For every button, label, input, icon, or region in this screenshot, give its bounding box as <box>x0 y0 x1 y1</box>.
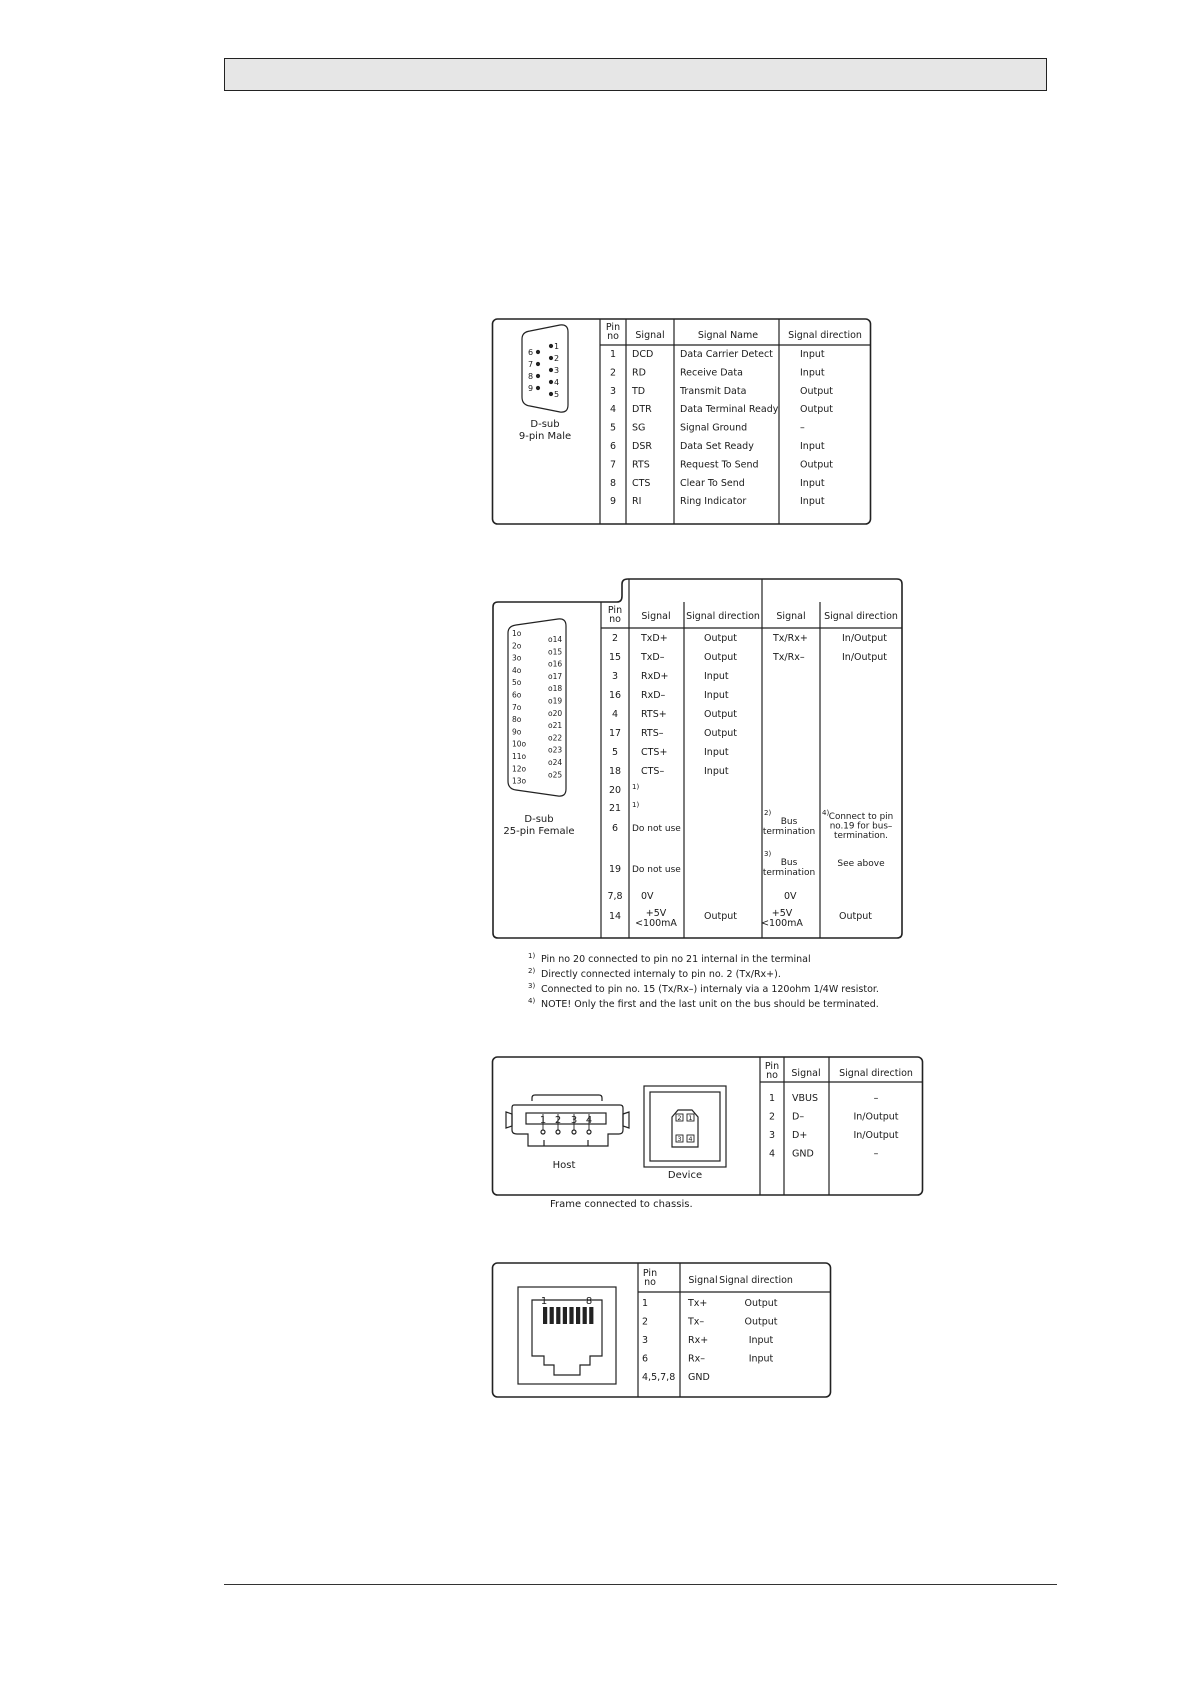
rj45-contact <box>556 1307 560 1324</box>
dsub25-label-pins: 25-pin Female <box>503 826 575 837</box>
ethernet-header-signal: Signal <box>688 1275 718 1286</box>
rs422-direction-cell: Output <box>704 633 737 644</box>
dsub25-pin-left: 7o <box>512 702 522 712</box>
rs232-header-direction: Signal direction <box>788 330 862 341</box>
ethernet-direction-cell: Output <box>744 1298 778 1309</box>
rs422-footnote-text: Directly connected internaly to pin no. 2 (Tx/Rx+). <box>541 969 781 980</box>
rs422-signal-cell: RxD– <box>641 690 666 701</box>
rs422-pin-cell: 15 <box>608 652 622 663</box>
rs422-signal-cell: 0V <box>641 891 654 902</box>
rs422-signal-cell: Do not use <box>632 865 681 875</box>
rs422-footnote-text: NOTE! Only the first and the last unit on the bus should be terminated. <box>541 999 879 1010</box>
rs422-direction-cell: Output <box>704 728 737 739</box>
rs232-signal-cell: DSR <box>632 441 652 452</box>
usb-header-direction: Signal direction <box>839 1068 913 1079</box>
rs232-pin-cell: 4 <box>609 404 617 416</box>
rs422-pin-cell: 5 <box>611 747 619 758</box>
dsub25-pin-left: 13o <box>512 776 527 786</box>
dsub25-pin-left: 5o <box>512 678 522 688</box>
rs232-direction-cell: Input <box>800 477 825 489</box>
rs232-signal-cell: CTS <box>632 477 651 489</box>
rs232-direction-cell: Input <box>800 367 825 379</box>
rs232-pin-cell: 6 <box>609 441 617 452</box>
rs422-direction-cell: In/Output <box>842 652 888 663</box>
rj45-contact <box>550 1307 554 1324</box>
usb-direction-cell: In/Output <box>853 1111 899 1123</box>
rj45-contact <box>543 1307 547 1324</box>
rs232-name-cell: Data Set Ready <box>680 441 754 452</box>
dsub25-pin-right: o14 <box>548 635 563 644</box>
dsub9-pin-2: 2 <box>554 354 560 363</box>
ethernet-direction-cell: Input <box>748 1353 774 1365</box>
dsub25-pin-left: 6o <box>512 690 522 700</box>
usb-note: Frame connected to chassis. <box>550 1199 693 1210</box>
dsub9-pin-8: 8 <box>528 372 534 381</box>
rs232-direction-cell: Input <box>800 441 825 452</box>
rs232-header-signal-name: Signal Name <box>697 330 759 341</box>
dsub9-pin-4: 4 <box>554 378 560 387</box>
usb-signal-cell: D+ <box>792 1130 808 1141</box>
dsub9-pin-3: 3 <box>554 366 560 375</box>
rs232-direction-cell: Input <box>800 349 825 360</box>
rs232-pin-cell: 8 <box>609 477 617 489</box>
dsub25-pin-right: o16 <box>548 659 563 669</box>
usb-device-pin-4: 4 <box>688 1135 693 1143</box>
rs232-direction-cell: Output <box>800 404 833 416</box>
rs422-direction-cell: Input <box>704 747 729 758</box>
rs232-pin-cell: 3 <box>609 385 617 397</box>
rj45-pin-1: 1 <box>540 1296 548 1307</box>
rs422-pin-cell: 3 <box>611 671 619 682</box>
footer-rule <box>224 1584 1057 1585</box>
rs422-signal-cell: +5V <100mA <box>635 908 677 929</box>
rs422-direction-cell: See above <box>837 859 885 869</box>
rs422-figure <box>492 578 904 940</box>
rs232-figure <box>492 318 872 528</box>
rs422-signal-cell: RTS– <box>641 728 664 739</box>
ethernet-figure <box>492 1262 832 1400</box>
rs422-direction-cell: Output <box>704 652 737 663</box>
rs422-footnote-mark: 3) <box>764 850 772 858</box>
rs422-footnote-text: Connected to pin no. 15 (Tx/Rx–) internaly via a 120ohm 1/4W resistor. <box>541 984 879 995</box>
rs232-signal-cell: DTR <box>632 404 652 416</box>
rs422-direction-cell: Input <box>704 690 729 701</box>
rs422-signal-cell: Bus termination <box>762 817 816 837</box>
ethernet-pin-cell: 1 <box>642 1298 649 1309</box>
rs422-header-direction-1: Signal direction <box>686 611 760 622</box>
rs422-pin-cell: 4 <box>611 709 619 720</box>
dsub25-pin-right: o21 <box>548 721 563 731</box>
rs422-footnotes <box>528 950 928 1012</box>
usb-signal-cell: VBUS <box>792 1093 818 1104</box>
rs422-signal-cell: CTS– <box>641 766 665 777</box>
rs232-pin-cell: 7 <box>609 459 617 471</box>
dsub25-pin-right: o17 <box>548 671 563 681</box>
ethernet-header-pin: Pin no <box>642 1268 658 1288</box>
rs232-signal-cell: SG <box>632 422 646 434</box>
dsub25-pin-left: 11o <box>512 752 527 761</box>
ethernet-direction-cell: Input <box>748 1335 774 1346</box>
rs422-header-signal-1: Signal <box>641 611 671 622</box>
rj45-contact <box>563 1307 567 1324</box>
ethernet-signal-cell: Rx– <box>688 1353 705 1365</box>
rs422-footnote-mark: 2) <box>764 809 772 817</box>
rs422-footnote-mark: 1) <box>528 952 536 960</box>
dsub25-pin-left: 2o <box>512 641 522 651</box>
dsub25-pin-right: o25 <box>548 770 563 780</box>
rs422-footnote-mark: 4) <box>528 997 536 1005</box>
rs422-pin-cell: 17 <box>608 728 622 739</box>
dsub25-pin-left: 10o <box>512 739 527 749</box>
rs422-footnote-mark: 4) <box>822 809 830 817</box>
usb-pin-cell: 4 <box>768 1148 776 1160</box>
rs422-signal-cell: Do not use <box>632 824 681 834</box>
rs422-signal-cell: RxD+ <box>641 671 669 682</box>
rs422-pin-cell: 2 <box>611 633 619 644</box>
dsub9-pin-1: 1 <box>554 342 560 351</box>
rs422-signal-cell: TxD– <box>641 652 665 663</box>
dsub9-pin-5: 5 <box>554 390 560 399</box>
rs232-header-signal: Signal <box>635 330 665 341</box>
usb-signal-cell: GND <box>792 1148 814 1160</box>
rs422-direction-cell: Output <box>704 709 737 720</box>
rs232-name-cell: Receive Data <box>680 367 743 379</box>
rs232-signal-cell: TD <box>632 385 646 397</box>
dsub9-label-pins: 9-pin Male <box>518 431 572 442</box>
ethernet-pin-cell: 2 <box>642 1316 649 1328</box>
ethernet-header-direction: Signal direction <box>719 1275 793 1286</box>
dsub25-pin-left: 8o <box>512 715 522 725</box>
rs422-signal-cell: TxD+ <box>641 633 668 644</box>
rs422-footnote-mark: 1) <box>632 801 640 809</box>
rs232-pin-cell: 9 <box>609 496 617 508</box>
dsub9-pin-dots <box>536 344 553 396</box>
usb-pin-cell: 3 <box>768 1130 776 1141</box>
dsub25-pin-left: 12o <box>512 764 527 774</box>
ethernet-signal-cell: Tx+ <box>688 1298 708 1309</box>
usb-signal-cell: D– <box>792 1111 805 1123</box>
rs232-name-cell: Data Terminal Ready <box>680 404 779 416</box>
usb-device-label: Device <box>667 1170 703 1181</box>
ethernet-pin-cell: 3 <box>642 1335 649 1346</box>
ethernet-signal-cell: Tx– <box>688 1316 705 1328</box>
rj45-contact <box>569 1307 573 1324</box>
rs422-signal-cell: Bus termination <box>762 858 816 878</box>
rs232-signal-cell: DCD <box>632 349 654 360</box>
usb-pin-cell: 2 <box>768 1111 776 1123</box>
dsub9-label-type: D-sub <box>530 419 560 430</box>
rs232-signal-cell: RTS <box>632 459 650 471</box>
rs422-pin-cell: 14 <box>608 911 622 922</box>
rs422-signal-cell: CTS+ <box>641 747 668 758</box>
rs422-direction-cell: Connect to pin no.19 for bus– termination. <box>828 812 894 841</box>
rs422-pin-cell: 19 <box>608 864 622 875</box>
rs232-name-cell: Data Carrier Detect <box>680 349 773 360</box>
dsub25-pin-left: 1o <box>512 629 522 638</box>
dsub25-pin-right: o19 <box>548 696 563 706</box>
rs232-direction-cell: Output <box>800 385 833 397</box>
dsub25-pin-right: o23 <box>548 745 563 755</box>
rs232-signal-cell: RI <box>632 496 642 508</box>
dsub25-pin-right: o18 <box>548 684 563 694</box>
usb-host-pin-3: 3 <box>570 1115 578 1126</box>
usb-figure <box>492 1056 924 1198</box>
rs422-signal-cell: 0V <box>784 891 797 902</box>
rs232-header-pin: Pin no <box>605 322 621 342</box>
dsub25-label-type: D-sub <box>524 814 554 825</box>
usb-host-pin-1: 1 <box>539 1115 547 1126</box>
usb-host-pin-4: 4 <box>585 1115 593 1126</box>
usb-host-pin-2: 2 <box>554 1115 562 1126</box>
usb-device-pin-3: 3 <box>677 1135 682 1143</box>
rs422-pin-cell: 20 <box>608 785 622 796</box>
usb-host-connector <box>506 1095 629 1146</box>
rs232-pin-cell: 5 <box>609 422 617 434</box>
rs422-signal-cell: Tx/Rx+ <box>773 633 808 644</box>
dsub9-pin-9: 9 <box>528 384 534 393</box>
rs422-footnote-mark: 1) <box>632 783 640 791</box>
rs422-footnote-mark: 2) <box>528 967 536 975</box>
rj45-contact <box>576 1307 580 1324</box>
usb-header-pin: Pin no <box>764 1061 780 1081</box>
rs232-name-cell: Request To Send <box>680 459 759 471</box>
rs232-pin-cell: 2 <box>609 367 617 379</box>
rs232-name-cell: Ring Indicator <box>680 496 747 508</box>
dsub25-pin-left: 9o <box>512 727 522 737</box>
rs422-footnote-mark: 3) <box>528 982 536 990</box>
usb-header-signal: Signal <box>791 1068 821 1079</box>
dsub25-pin-left: 4o <box>512 665 522 675</box>
usb-direction-cell: In/Output <box>853 1130 899 1141</box>
rs232-direction-cell: Input <box>800 496 825 508</box>
rs232-name-cell: Transmit Data <box>680 385 747 397</box>
rs422-direction-cell: Input <box>704 671 729 682</box>
dsub25-pin-right: o24 <box>548 758 563 767</box>
ethernet-pin-cell: 4,5,7,8 <box>642 1372 676 1383</box>
dsub9-pin-7: 7 <box>528 360 534 369</box>
rs232-signal-cell: RD <box>632 367 646 379</box>
rs422-header-pin: Pin no <box>607 605 623 625</box>
rs422-footnote-text: Pin no 20 connected to pin no 21 internal in the terminal <box>541 954 811 965</box>
ethernet-direction-cell: Output <box>744 1316 778 1328</box>
rs232-direction-cell: Output <box>800 459 833 471</box>
rs422-direction-cell: Output <box>704 911 737 922</box>
rs422-pin-cell: 21 <box>608 803 622 814</box>
rs422-pin-cell: 16 <box>608 690 622 701</box>
rs232-name-cell: Clear To Send <box>680 477 745 489</box>
usb-direction-cell: – <box>873 1148 879 1160</box>
usb-device-connector <box>644 1086 726 1167</box>
rs422-direction-cell: Input <box>704 766 729 777</box>
usb-device-pin-1: 1 <box>688 1114 693 1122</box>
ethernet-signal-cell: Rx+ <box>688 1335 709 1346</box>
rs232-pin-cell: 1 <box>609 349 617 360</box>
rs232-name-cell: Signal Ground <box>680 422 748 434</box>
rj45-pin-8: 8 <box>585 1296 593 1307</box>
rs422-direction-cell: In/Output <box>842 633 888 644</box>
rs422-signal-cell: RTS+ <box>641 709 667 720</box>
rs422-direction-cell: Output <box>839 911 872 922</box>
rs232-direction-cell: – <box>800 422 805 434</box>
dsub9-pin-6: 6 <box>528 348 534 357</box>
rs422-header-direction-2: Signal direction <box>824 611 898 622</box>
dsub25-pin-left: 3o <box>512 653 522 663</box>
usb-host-label: Host <box>552 1160 576 1171</box>
usb-direction-cell: – <box>873 1093 879 1104</box>
rs422-pin-cell: 18 <box>608 766 622 777</box>
rj45-contact <box>589 1307 593 1324</box>
rs422-header-signal-2: Signal <box>776 611 806 622</box>
rs422-pin-cell: 7,8 <box>607 891 623 902</box>
rs422-pin-cell: 6 <box>611 823 619 834</box>
header-bar <box>224 58 1047 91</box>
rj45-contact <box>583 1307 587 1324</box>
dsub25-pin-right: o20 <box>548 708 563 718</box>
ethernet-signal-cell: GND <box>688 1372 710 1383</box>
ethernet-pin-cell: 6 <box>642 1353 649 1365</box>
dsub25-pin-right: o22 <box>548 733 563 743</box>
rs422-signal-cell: +5V <100mA <box>761 908 803 929</box>
usb-pin-cell: 1 <box>768 1093 776 1104</box>
dsub25-pin-right: o15 <box>548 647 563 657</box>
usb-device-pin-2: 2 <box>677 1114 682 1122</box>
rs422-signal-cell: Tx/Rx– <box>773 652 805 663</box>
rj45-jack <box>518 1287 616 1384</box>
